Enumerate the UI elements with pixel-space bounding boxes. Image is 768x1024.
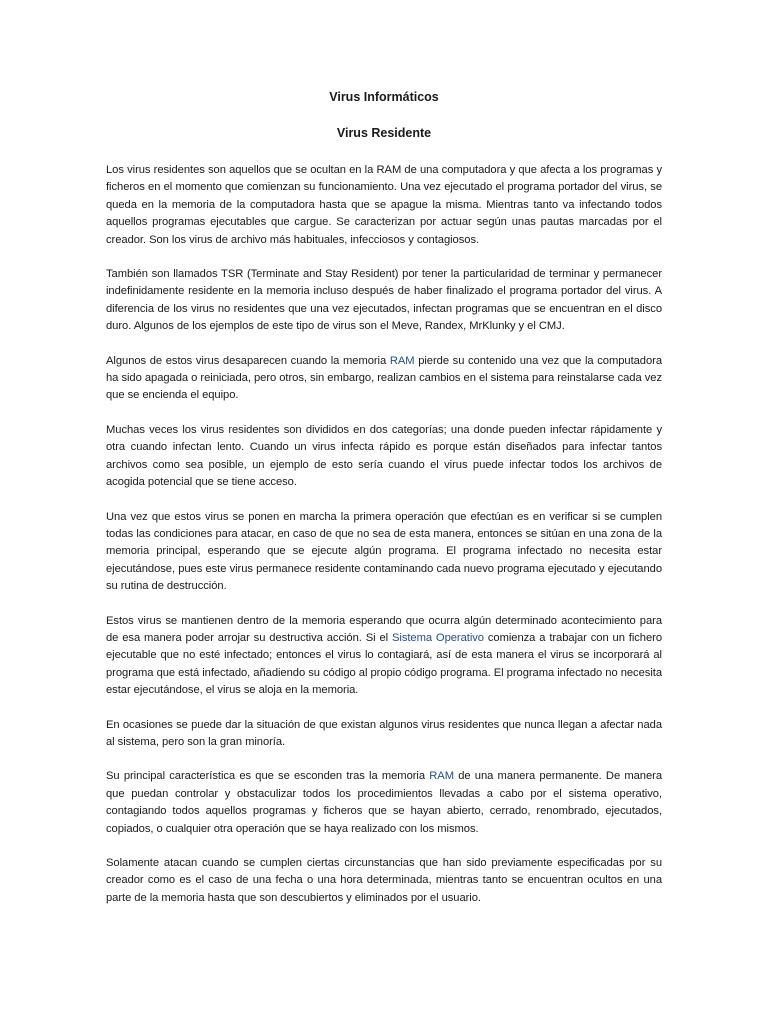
paragraph-text: Una vez que estos virus se ponen en marcha la primera operación que efectúan es en verificar si se cumplen todas las condiciones para atacar, en caso de que no sea de esta manera, entonces se sitúan en una zona de la memoria principal, esperando que se ejecute algún programa. El programa infectado no necesita estar ejecutándose, pues este virus permanece residente contaminando cada nuevo programa ejecutado y ejecutando su rutina de destrucción.: [106, 510, 662, 593]
paragraph-text: pierde su contenido una vez que la computadora ha sido apagada o reiniciada, pero otros, sin embargo, realizan cambios en el sistema para reinstalarse cada vez que se encienda el equipo.: [106, 354, 662, 402]
paragraph-6: [106, 613, 662, 700]
paragraph-text: Algunos de estos virus desaparecen cuando la memoria: [106, 354, 390, 367]
paragraph-text: Muchas veces los virus residentes son divididos en dos categorías; una donde pueden infectar rápidamente y otra cuando infectan lento. Cuando un virus infecta rápido es porque están diseñados para infectar tantos archivos como sea posible, un ejemplo de esto sería cuando el virus puede infectar todos los archivos de acogida potencial que se tiene acceso.: [106, 423, 662, 489]
paragraph-text: También son llamados TSR (Terminate and Stay Resident) por tener la particularidad de terminar y permanecer indefinidamente residente en la memoria incluso después de haber finalizado el programa portador del virus. A diferencia de los virus no residentes que una vez ejecutados, infectan programas que se encuentran en el disco duro. Algunos de los ejemplos de este tipo de virus son el Meve, Randex, MrKlunky y el CMJ.: [106, 268, 662, 333]
paragraph-text: Los virus residentes son aquellos que se ocultan en la RAM de una computadora y que afecta a los programas y ficheros en el momento que comienzan su funcionamiento. Una vez ejecutado el programa portador del virus, se queda en la memoria de la computadora hasta que se apague la misma. Mientras tanto va infectando todos aquellos programas ejecutables que cargue. Se caracterizan por actuar según unas pautas marcadas por el creador. Son los virus de archivo más habituales, infecciosos y contagiosos.: [106, 164, 662, 246]
ram-link[interactable]: RAM: [429, 770, 454, 783]
paragraph-text: Estos virus se mantienen dentro de la memoria esperando que ocurra algún determinado acontecimiento para de esa manera poder arrojar su destructiva acción. Si el: [106, 614, 662, 644]
document-title: Virus Informáticos: [329, 90, 439, 104]
document-page: [106, 88, 662, 924]
paragraph-2: [106, 266, 662, 336]
paragraph-3: [106, 353, 662, 405]
paragraph-7: [106, 717, 662, 752]
paragraph-8: [106, 768, 662, 838]
paragraph-text: comienza a trabajar con un fichero ejecutable que no esté infectado; entonces el virus lo contagiará, así de esta manera el virus se incorporará al programa que está infectado, añadiendo su código al propio código programa. El programa infectado no necesita estar ejecutándose, el virus se aloja en la memoria.: [106, 631, 662, 697]
paragraph-text: de una manera permanente. De manera que puedan controlar y obstaculizar todos los procedimientos llevadas a cabo por el sistema operativo, contagiando todos aquellos programas y ficheros que se hayan abierto, cerrado, renombrado, ejecutados, copiados, o cualquier otra operación que se haya realizado con los mismos.: [106, 770, 662, 835]
paragraph-text: En ocasiones se puede dar la situación de que existan algunos virus residentes que nunca llegan a afectar nada al sistema, pero son la gran minoría.: [106, 718, 662, 748]
ram-link[interactable]: RAM: [389, 354, 415, 367]
paragraph-1: [106, 162, 662, 249]
sistema-operativo-link[interactable]: Sistema Operativo: [391, 631, 484, 644]
paragraph-text: Solamente atacan cuando se cumplen ciertas circunstancias que han sido previamente especificadas por su creador como es el caso de una fecha o una hora determinada, mientras tanto se encuentran ocultos en una parte de la memoria hasta que son descubiertos y eliminados por el usuario.: [106, 857, 662, 904]
paragraph-text: Su principal característica es que se esconden tras la memoria: [106, 770, 430, 783]
paragraph-9: [106, 855, 662, 907]
paragraph-4: [106, 422, 662, 492]
document-subtitle: Virus Residente: [336, 126, 432, 140]
paragraph-5: [106, 509, 662, 596]
